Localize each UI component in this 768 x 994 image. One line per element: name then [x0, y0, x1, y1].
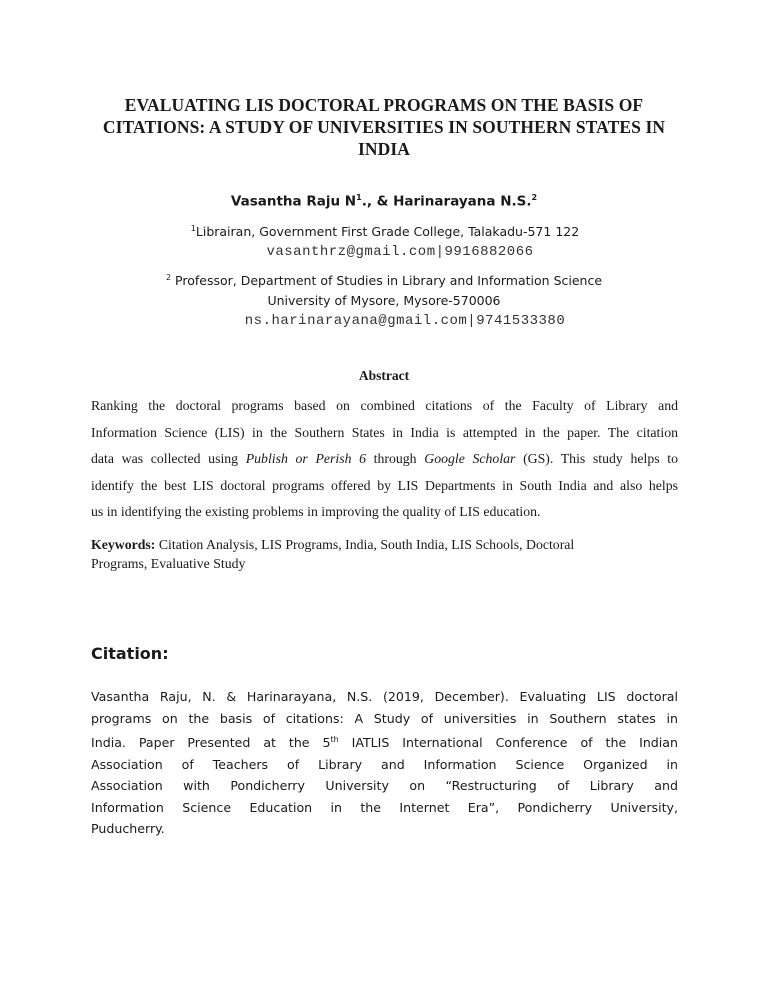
title-line-1: EVALUATING LIS DOCTORAL PROGRAMS ON THE BASIS OF	[124, 95, 644, 115]
author-list	[0, 193, 768, 210]
database-name: Google Scholar	[424, 451, 516, 466]
paper-title	[90, 94, 678, 160]
affiliation-2-contact: ns.harinarayana@gmail.com|9741533380	[244, 313, 566, 330]
citation-line: Puducherry.	[91, 821, 165, 837]
citation-line: programs on the basis of citations: A Study of universities in Southern states in	[91, 710, 678, 726]
citation-line: Information Science Education in the Internet Era”, Pondicherry University,	[91, 799, 678, 815]
keywords-label: Keywords:	[91, 537, 156, 552]
abstract-line	[91, 446, 678, 473]
affiliation-1-superscript: 1	[190, 224, 196, 233]
affiliation-2	[0, 268, 768, 331]
author-1: Vasantha Raju N	[230, 193, 357, 210]
keywords-line-2: Programs, Evaluative Study	[91, 556, 246, 571]
affiliation-1-text: Librairan, Government First Grade College, Talakadu-571 122	[195, 224, 580, 240]
abstract-line: identify the best LIS doctoral programs offered by LIS Departments in South India and also helps	[91, 477, 678, 493]
abstract-text: through	[366, 451, 425, 466]
abstract-line: Ranking the doctoral programs based on combined citations of the Faculty of Library and	[91, 398, 678, 413]
author-separator: ., & Harinarayana N.S.	[361, 193, 532, 210]
abstract-line: us in identifying the existing problems in improving the quality of LIS education.	[91, 504, 541, 519]
affiliation-2-superscript: 2	[165, 273, 172, 282]
citation-text: IATLIS International Conference of the Indian	[338, 735, 678, 751]
abstract-line: Information Science (LIS) in the Southern States in India is attempted in the paper. The citation	[91, 424, 678, 440]
affiliation-1-contact: vasanthrz@gmail.com|9916882066	[266, 244, 534, 261]
abstract-text: data was collected using	[91, 451, 246, 466]
abstract-text: (GS). This study helps to	[515, 451, 678, 466]
title-line-3: INDIA	[357, 139, 411, 159]
citation-text: India. Paper Presented at the 5	[91, 735, 331, 751]
author-1-superscript: 1	[356, 193, 362, 202]
keywords-line-1: Citation Analysis, LIS Programs, India, South India, LIS Schools, Doctoral	[155, 537, 575, 552]
citation-heading: Citation:	[91, 644, 169, 663]
citation-body	[91, 686, 678, 840]
citation-line: Association with Pondicherry University on “Restructuring of Library and	[91, 778, 678, 794]
citation-line	[91, 729, 678, 754]
author-2-superscript: 2	[531, 193, 538, 202]
affiliation-2-line-2: University of Mysore, Mysore-570006	[267, 293, 501, 309]
software-name: Publish or Perish 6	[245, 451, 367, 466]
ordinal-superscript: th	[330, 735, 339, 744]
abstract-heading: Abstract	[358, 368, 410, 383]
abstract-body	[91, 393, 678, 526]
title-line-2: CITATIONS: A STUDY OF UNIVERSITIES IN SOUTHERN STATES IN	[102, 117, 666, 137]
keywords	[91, 535, 678, 573]
affiliation-2-line-1: Professor, Department of Studies in Library and Information Science	[171, 273, 603, 289]
citation-line: Association of Teachers of Library and Information Science Organized in	[91, 756, 678, 772]
citation-line: Vasantha Raju, N. & Harinarayana, N.S. (2019, December). Evaluating LIS doctoral	[91, 689, 678, 704]
affiliation-1	[0, 219, 768, 262]
